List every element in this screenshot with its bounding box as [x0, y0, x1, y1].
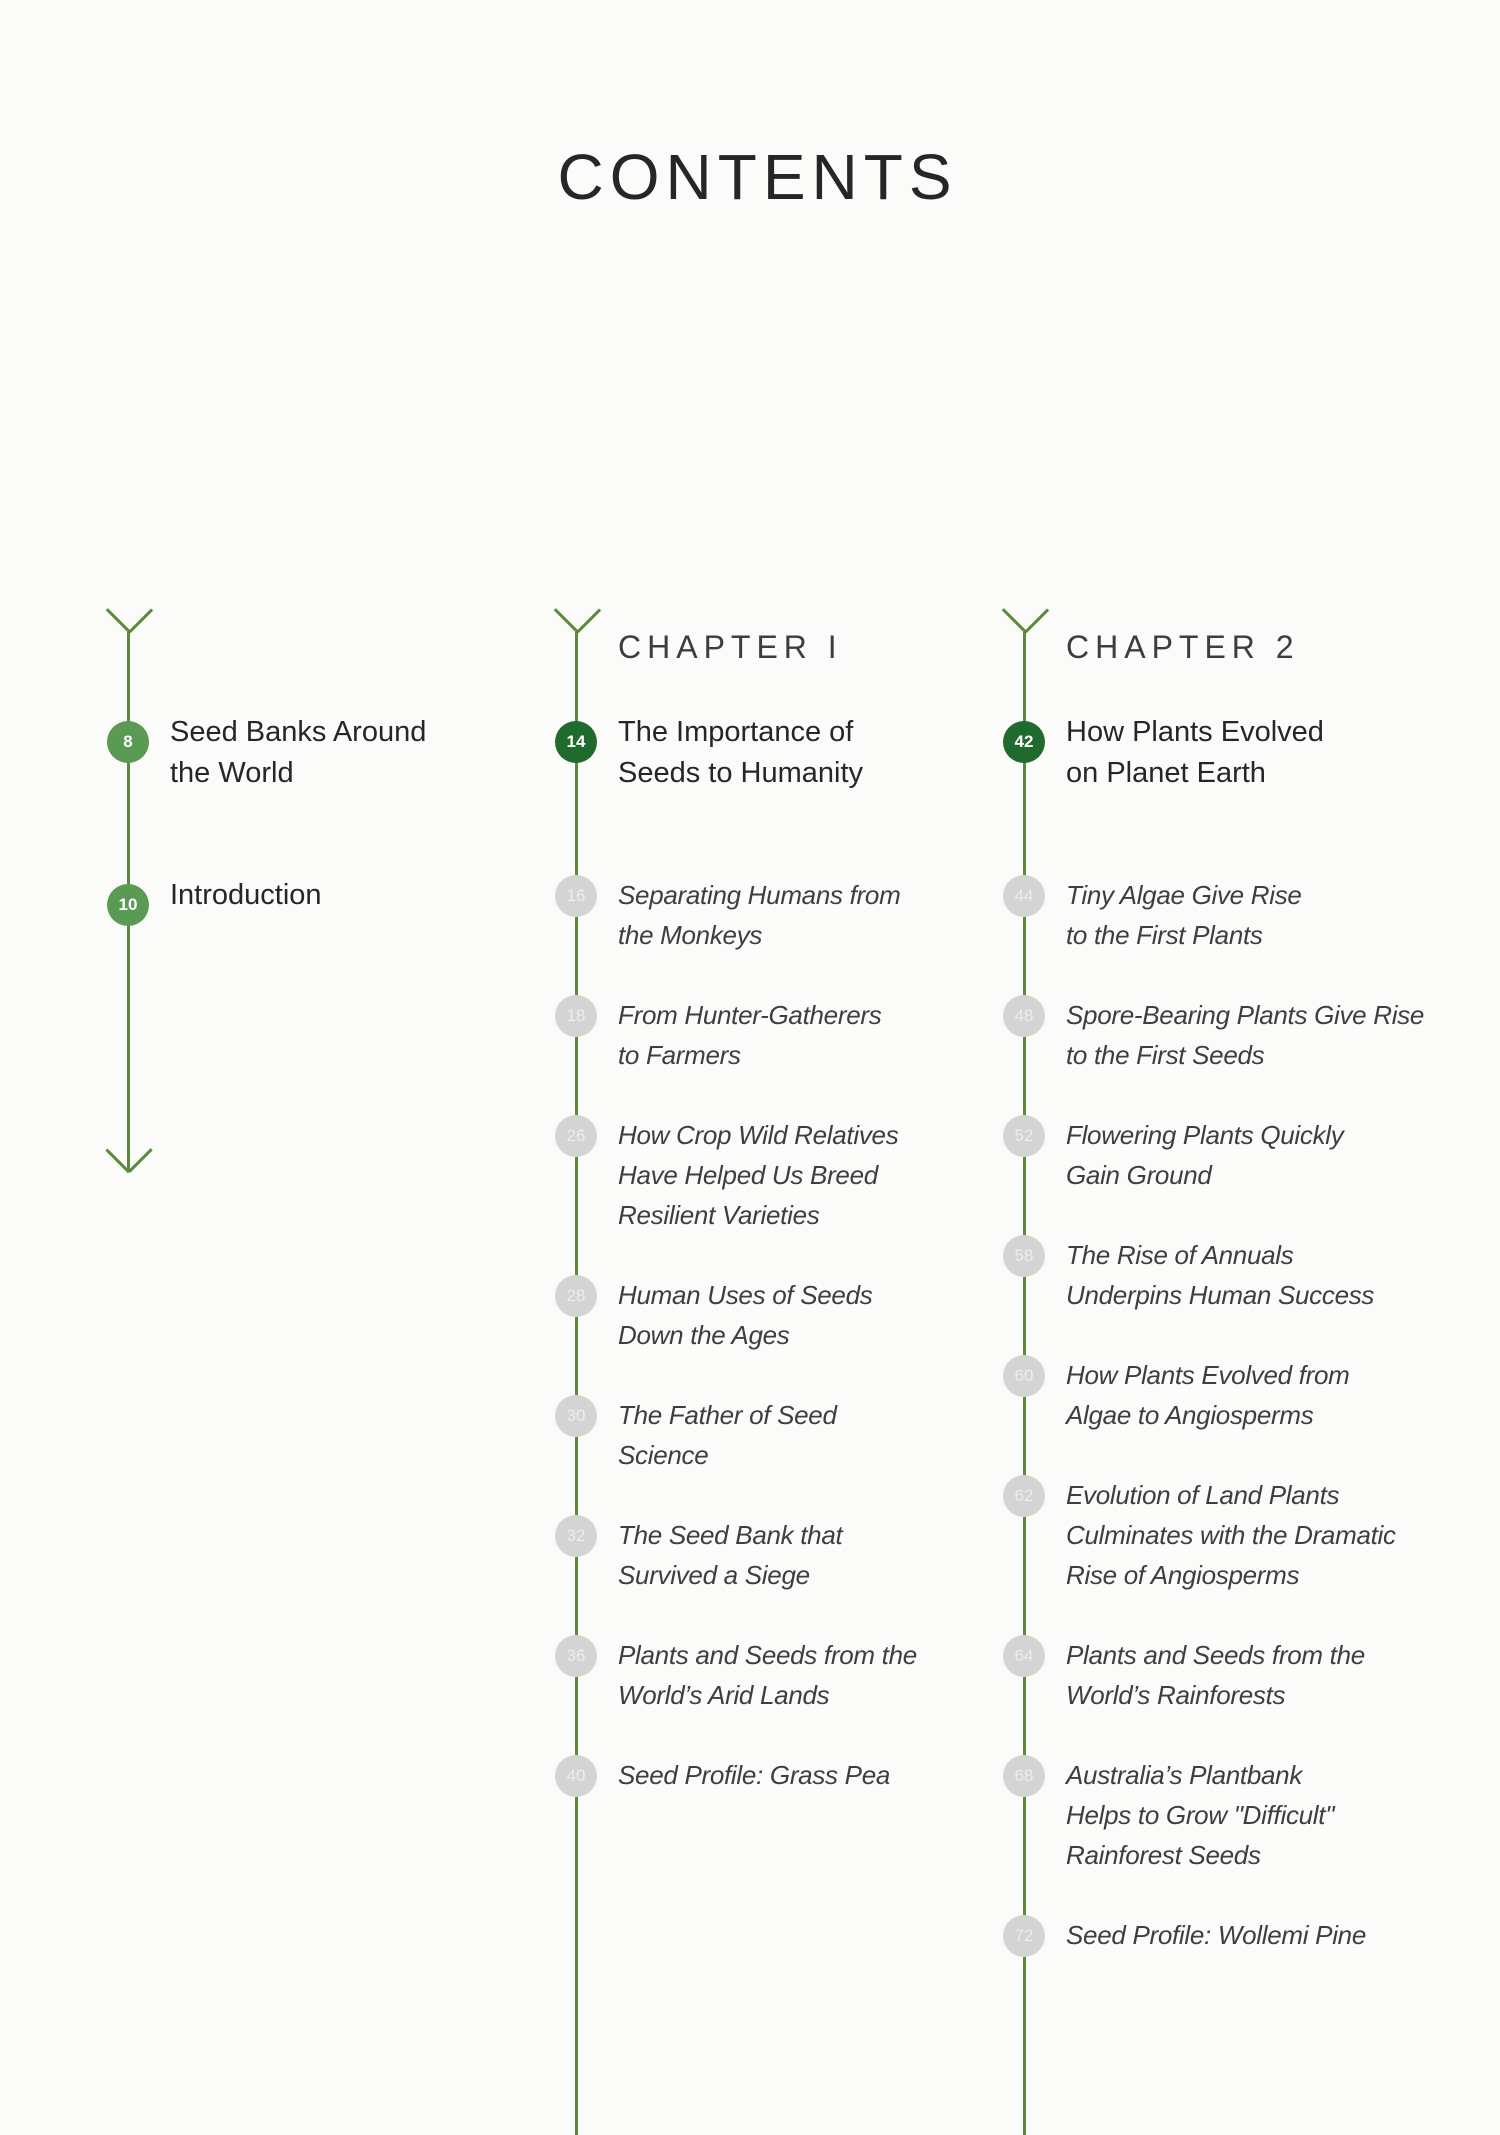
timeline-top-left-branch: [554, 608, 578, 632]
entry-title: The Importance of Seeds to Humanity: [618, 716, 864, 789]
entry-title: Spore-Bearing Plants Give Rise to the First Seeds: [1066, 1000, 1425, 1070]
entry-title: Plants and Seeds from the World’s Rainforests: [1066, 1640, 1365, 1710]
page-number-badge: 18: [555, 995, 597, 1037]
entry-title: From Hunter-Gatherers to Farmers: [618, 1000, 882, 1070]
entry-title: The Father of Seed Science: [618, 1400, 837, 1470]
page-number-badge: 64: [1003, 1635, 1045, 1677]
page-number-badge: 26: [555, 1115, 597, 1157]
entry-title: Flowering Plants Quickly Gain Ground: [1066, 1120, 1344, 1190]
timeline-bottom-right-branch: [128, 1148, 152, 1172]
page-title: CONTENTS: [557, 141, 958, 213]
timeline-top-right-branch: [576, 608, 600, 632]
entry-title: The Rise of Annuals Underpins Human Success: [1066, 1240, 1375, 1310]
page-number-badge: 28: [555, 1275, 597, 1317]
timeline-stem: [575, 632, 578, 2135]
timeline-top-right-branch: [1024, 608, 1048, 632]
page-number-badge: 68: [1003, 1755, 1045, 1797]
page-number-badge: 30: [555, 1395, 597, 1437]
page-number-badge: 48: [1003, 995, 1045, 1037]
page-number-badge: 32: [555, 1515, 597, 1557]
page-number-badge: 62: [1003, 1475, 1045, 1517]
page-number-badge: 44: [1003, 875, 1045, 917]
entry-title: Tiny Algae Give Rise to the First Plants: [1066, 880, 1302, 950]
entry-title: Seed Profile: Grass Pea: [618, 1760, 891, 1790]
entry-title: Evolution of Land Plants Culminates with the Dramatic Rise of Angiosperms: [1066, 1480, 1396, 1590]
page-number-badge: 40: [555, 1755, 597, 1797]
page-number-badge: 58: [1003, 1235, 1045, 1277]
page-number-badge: 36: [555, 1635, 597, 1677]
entry-title: The Seed Bank that Survived a Siege: [618, 1520, 843, 1590]
page-number-badge: 14: [555, 721, 597, 763]
page-number-badge: 16: [555, 875, 597, 917]
entry-title: Australia’s Plantbank Helps to Grow "Difficult" Rainforest Seeds: [1066, 1760, 1335, 1870]
chapter-label: CHAPTER 2: [1066, 629, 1300, 665]
entry-title: Plants and Seeds from the World’s Arid Lands: [618, 1640, 917, 1710]
entry-title: Introduction: [170, 879, 322, 911]
entry-title: Seed Profile: Wollemi Pine: [1066, 1920, 1366, 1950]
entry-title: How Crop Wild Relatives Have Helped Us Breed Resilient Varieties: [618, 1120, 899, 1230]
entry-title: Human Uses of Seeds Down the Ages: [618, 1280, 873, 1350]
page-number-badge: 52: [1003, 1115, 1045, 1157]
chapter-label: CHAPTER I: [618, 629, 843, 665]
timeline-top-left-branch: [106, 608, 130, 632]
timeline-top-left-branch: [1002, 608, 1026, 632]
entry-title: Separating Humans from the Monkeys: [618, 880, 901, 950]
page-number-badge: 8: [107, 721, 149, 763]
entry-title: How Plants Evolved on Planet Earth: [1066, 716, 1324, 789]
timeline-top-right-branch: [128, 608, 152, 632]
page-number-badge: 72: [1003, 1915, 1045, 1957]
page-number-badge: 10: [107, 884, 149, 926]
entry-title: How Plants Evolved from Algae to Angiosperms: [1066, 1360, 1350, 1430]
entry-title: Seed Banks Around the World: [170, 716, 427, 789]
page-number-badge: 42: [1003, 721, 1045, 763]
page-number-badge: 60: [1003, 1355, 1045, 1397]
